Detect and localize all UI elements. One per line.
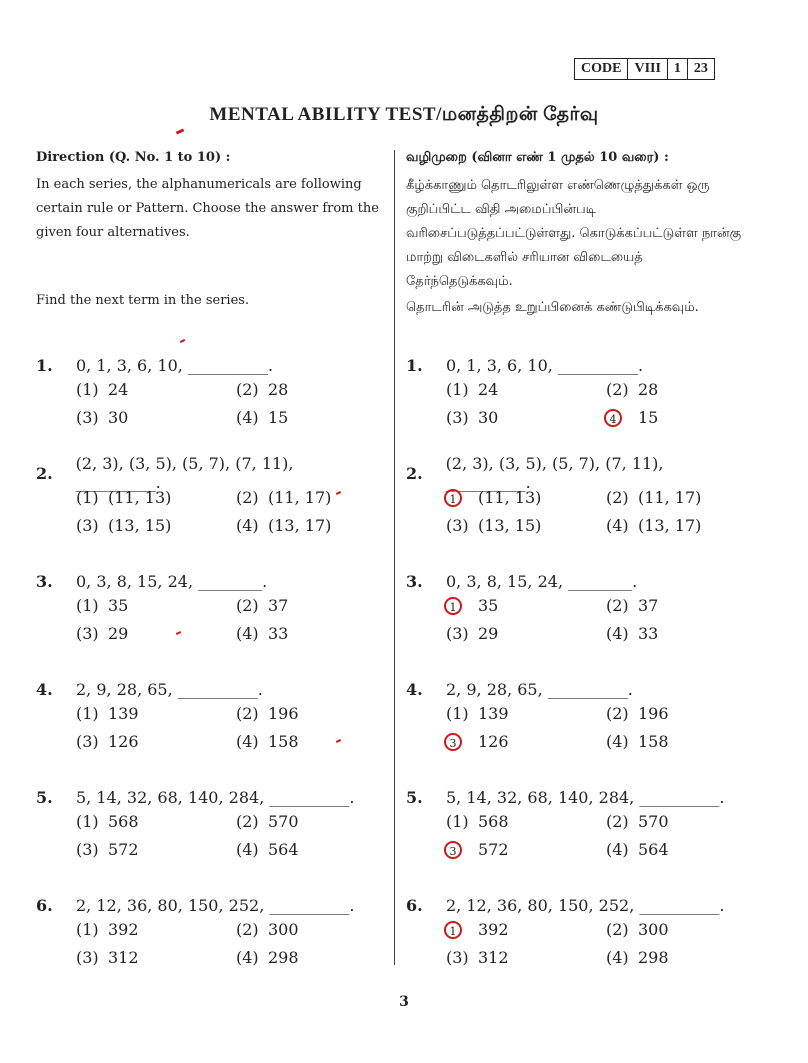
option-3[interactable] bbox=[76, 514, 236, 536]
option-value: 30 bbox=[478, 407, 499, 427]
option-number: (1) bbox=[76, 379, 99, 399]
question-number: 1. bbox=[406, 355, 423, 375]
option-number: (2) bbox=[236, 487, 259, 507]
option-value: 28 bbox=[638, 379, 659, 399]
option-number: (1) bbox=[446, 703, 469, 723]
option-number: (2) bbox=[236, 919, 259, 939]
option-number: (2) bbox=[606, 703, 629, 723]
options-grid bbox=[446, 810, 751, 860]
option-value: (13, 17) bbox=[268, 515, 332, 535]
pen-mark bbox=[180, 339, 185, 343]
option-number: (1) bbox=[76, 487, 99, 507]
options-grid bbox=[76, 918, 381, 968]
option-1[interactable] bbox=[446, 918, 606, 940]
question-text: 5, 14, 32, 68, 140, 284, __________. bbox=[76, 787, 355, 807]
options-grid bbox=[76, 702, 381, 752]
option-number: (4) bbox=[236, 515, 259, 535]
option-4[interactable] bbox=[606, 514, 766, 536]
option-3[interactable] bbox=[446, 946, 606, 968]
option-1[interactable] bbox=[446, 594, 606, 616]
question-line bbox=[406, 784, 751, 810]
option-number: (4) bbox=[606, 731, 629, 751]
find-instruction-ta: தொடரின் அடுத்த உறுப்பினைக் கண்டுபிடிக்கவும். bbox=[406, 300, 699, 315]
option-value: 139 bbox=[108, 703, 139, 723]
option-number bbox=[446, 596, 478, 615]
option-number: (2) bbox=[236, 811, 259, 831]
option-4[interactable] bbox=[236, 730, 396, 752]
question-number: 6. bbox=[36, 895, 53, 915]
answer-circle-mark: 4 bbox=[604, 409, 622, 427]
option-number: (3) bbox=[76, 731, 99, 751]
question-5-en bbox=[36, 784, 381, 860]
option-value: 28 bbox=[268, 379, 289, 399]
option-number: (3) bbox=[76, 515, 99, 535]
option-value: 312 bbox=[108, 947, 139, 967]
option-3[interactable] bbox=[76, 622, 236, 644]
question-2-ta bbox=[406, 454, 751, 536]
question-6-ta bbox=[406, 892, 751, 968]
answer-circle-mark: 3 bbox=[444, 841, 462, 859]
option-value: 572 bbox=[108, 839, 139, 859]
option-value: 35 bbox=[108, 595, 129, 615]
code-box bbox=[574, 58, 715, 80]
option-1[interactable] bbox=[76, 594, 236, 616]
option-value: 298 bbox=[268, 947, 299, 967]
options-grid bbox=[76, 378, 381, 428]
option-value: 139 bbox=[478, 703, 509, 723]
option-4[interactable] bbox=[606, 838, 766, 860]
direction-text-ta: கீழ்க்காணும் தொடரிலுள்ள எண்ணெழுத்துக்கள் ஒரு குறிப்பிட்ட விதி அமைப்பின்படி வரிசைப்படுத்தப்பட்டுள்ளது. கொடுக்கப்பட்டுள்ள நான்கு மாற்று விடைகளில் சரியான விடையைத் தேர்ந்தெடுக்கவும். bbox=[406, 178, 742, 289]
option-value: 15 bbox=[638, 407, 659, 427]
option-value: 33 bbox=[268, 623, 289, 643]
option-value: 37 bbox=[268, 595, 289, 615]
option-number: (2) bbox=[606, 487, 629, 507]
option-value: 158 bbox=[268, 731, 299, 751]
option-value: (13, 15) bbox=[108, 515, 172, 535]
question-3-en bbox=[36, 568, 381, 644]
answer-circle-mark: 1 bbox=[444, 921, 462, 939]
option-4[interactable] bbox=[606, 406, 766, 428]
option-value: 37 bbox=[638, 595, 659, 615]
option-number bbox=[446, 840, 478, 859]
options-grid bbox=[76, 594, 381, 644]
option-value: 312 bbox=[478, 947, 509, 967]
option-number: (3) bbox=[76, 947, 99, 967]
question-line bbox=[36, 352, 381, 378]
question-text: (2, 3), (3, 5), (5, 7), (7, 11), __________. bbox=[75, 454, 294, 492]
option-number: (4) bbox=[236, 839, 259, 859]
option-value: (13, 17) bbox=[638, 515, 702, 535]
option-value: 568 bbox=[478, 811, 509, 831]
option-value: 126 bbox=[108, 731, 139, 751]
option-value: 15 bbox=[268, 407, 289, 427]
question-number: 1. bbox=[36, 355, 53, 375]
option-1[interactable] bbox=[446, 486, 606, 508]
question-line bbox=[36, 454, 381, 492]
option-value: 158 bbox=[638, 731, 669, 751]
option-number bbox=[446, 920, 478, 939]
question-line bbox=[36, 892, 381, 918]
option-value: 126 bbox=[478, 731, 509, 751]
question-3-ta bbox=[406, 568, 751, 644]
option-value: 572 bbox=[478, 839, 509, 859]
question-text: 5, 14, 32, 68, 140, 284, __________. bbox=[446, 787, 725, 807]
option-number: (3) bbox=[76, 407, 99, 427]
question-number: 5. bbox=[406, 787, 423, 807]
question-4-ta bbox=[406, 676, 751, 752]
code-set: 1 bbox=[668, 59, 688, 79]
question-1-en bbox=[36, 352, 381, 428]
right-column bbox=[406, 150, 751, 320]
option-value: 570 bbox=[638, 811, 669, 831]
option-value: (13, 15) bbox=[478, 515, 542, 535]
question-line bbox=[36, 568, 381, 594]
question-line bbox=[406, 568, 751, 594]
option-3[interactable] bbox=[76, 406, 236, 428]
direction-heading-en: Direction (Q. No. 1 to 10) : bbox=[36, 150, 231, 165]
question-text: 2, 12, 36, 80, 150, 252, __________. bbox=[76, 895, 355, 915]
option-number: (2) bbox=[606, 919, 629, 939]
option-2[interactable] bbox=[606, 810, 766, 832]
code-page: 23 bbox=[693, 61, 708, 76]
option-value: 35 bbox=[478, 595, 499, 615]
option-3[interactable] bbox=[446, 514, 606, 536]
option-number: (3) bbox=[446, 407, 469, 427]
option-2[interactable] bbox=[236, 594, 396, 616]
option-2[interactable] bbox=[236, 378, 396, 400]
option-4[interactable] bbox=[236, 838, 396, 860]
question-number: 2. bbox=[36, 463, 53, 483]
option-4[interactable] bbox=[236, 622, 396, 644]
option-number: (3) bbox=[76, 623, 99, 643]
options-grid bbox=[446, 594, 751, 644]
option-1[interactable] bbox=[446, 378, 606, 400]
question-text: 2, 9, 28, 65, __________. bbox=[76, 679, 263, 699]
option-number: (3) bbox=[446, 947, 469, 967]
option-number: (2) bbox=[236, 595, 259, 615]
option-1[interactable] bbox=[76, 702, 236, 724]
option-number: (2) bbox=[606, 595, 629, 615]
option-number: (4) bbox=[236, 947, 259, 967]
option-number: (2) bbox=[606, 811, 629, 831]
option-value: 570 bbox=[268, 811, 299, 831]
question-text: 2, 9, 28, 65, __________. bbox=[446, 679, 633, 699]
option-value: 298 bbox=[638, 947, 669, 967]
question-text: 0, 1, 3, 6, 10, __________. bbox=[446, 355, 644, 375]
option-2[interactable] bbox=[236, 810, 396, 832]
direction-heading-ta: வழிமுறை (வினா எண் 1 முதல் 10 வரை) : bbox=[406, 150, 669, 165]
page-number: 3 bbox=[399, 994, 409, 1010]
options-grid bbox=[446, 702, 751, 752]
option-2[interactable] bbox=[606, 594, 766, 616]
option-4[interactable] bbox=[606, 622, 766, 644]
option-number: (1) bbox=[76, 811, 99, 831]
option-2[interactable] bbox=[606, 486, 766, 508]
option-1[interactable] bbox=[76, 918, 236, 940]
option-4[interactable] bbox=[236, 514, 396, 536]
option-value: 564 bbox=[268, 839, 299, 859]
option-number: (4) bbox=[606, 515, 629, 535]
option-3[interactable] bbox=[446, 838, 606, 860]
find-instruction-en: Find the next term in the series. bbox=[36, 293, 250, 308]
code-label: CODE bbox=[575, 59, 628, 79]
question-number: 4. bbox=[36, 679, 53, 699]
question-number: 5. bbox=[36, 787, 53, 807]
option-3[interactable] bbox=[76, 838, 236, 860]
option-value: 392 bbox=[478, 919, 509, 939]
option-value: 564 bbox=[638, 839, 669, 859]
option-3[interactable] bbox=[446, 622, 606, 644]
option-number: (2) bbox=[236, 379, 259, 399]
options-grid bbox=[76, 810, 381, 860]
option-number: (3) bbox=[76, 839, 99, 859]
option-1[interactable] bbox=[446, 810, 606, 832]
option-value: 300 bbox=[638, 919, 669, 939]
option-value: 29 bbox=[478, 623, 499, 643]
question-text: 2, 12, 36, 80, 150, 252, __________. bbox=[446, 895, 725, 915]
option-value: 24 bbox=[108, 379, 129, 399]
options-grid bbox=[446, 486, 751, 536]
option-2[interactable] bbox=[606, 702, 766, 724]
option-2[interactable] bbox=[236, 702, 396, 724]
direction-text-en: In each series, the alphanumericals are following certain rule or Pattern. Choose the answer from the given four alternatives. bbox=[36, 177, 379, 240]
question-number: 3. bbox=[406, 571, 423, 591]
option-value: (11, 17) bbox=[268, 487, 332, 507]
option-value: 24 bbox=[478, 379, 499, 399]
option-3[interactable] bbox=[446, 730, 606, 752]
question-text: 0, 1, 3, 6, 10, __________. bbox=[76, 355, 274, 375]
option-number: (4) bbox=[236, 623, 259, 643]
option-number: (2) bbox=[236, 703, 259, 723]
option-2[interactable] bbox=[236, 918, 396, 940]
option-value: 196 bbox=[638, 703, 669, 723]
page-title: MENTAL ABILITY TEST/மனத்திறன் தேர்வு bbox=[209, 104, 599, 125]
question-6-en bbox=[36, 892, 381, 968]
option-2[interactable] bbox=[606, 378, 766, 400]
question-line bbox=[406, 352, 751, 378]
option-1[interactable] bbox=[446, 702, 606, 724]
question-text: 0, 3, 8, 15, 24, ________. bbox=[76, 571, 268, 591]
option-4[interactable] bbox=[236, 406, 396, 428]
answer-circle-mark: 3 bbox=[444, 733, 462, 751]
option-number: (3) bbox=[446, 515, 469, 535]
question-number: 2. bbox=[406, 463, 423, 483]
option-value: 568 bbox=[108, 811, 139, 831]
left-column bbox=[36, 150, 381, 313]
option-number: (4) bbox=[606, 623, 629, 643]
option-4[interactable] bbox=[606, 730, 766, 752]
code-class: VIII bbox=[628, 59, 667, 79]
option-number: (4) bbox=[236, 407, 259, 427]
answer-circle-mark: 1 bbox=[444, 597, 462, 615]
option-number bbox=[446, 488, 478, 507]
option-value: (11, 13) bbox=[478, 487, 542, 507]
option-number bbox=[446, 732, 478, 751]
question-line bbox=[36, 676, 381, 702]
option-number bbox=[606, 408, 638, 427]
option-number: (2) bbox=[606, 379, 629, 399]
option-2[interactable] bbox=[606, 918, 766, 940]
option-value: 392 bbox=[108, 919, 139, 939]
option-number: (4) bbox=[606, 947, 629, 967]
option-number: (1) bbox=[76, 919, 99, 939]
option-1[interactable] bbox=[76, 378, 236, 400]
question-line bbox=[406, 892, 751, 918]
option-number: (1) bbox=[446, 811, 469, 831]
option-3[interactable] bbox=[76, 946, 236, 968]
option-number: (4) bbox=[606, 839, 629, 859]
option-4[interactable] bbox=[236, 946, 396, 968]
option-value: 300 bbox=[268, 919, 299, 939]
option-number: (3) bbox=[446, 623, 469, 643]
question-4-en bbox=[36, 676, 381, 752]
option-value: 29 bbox=[108, 623, 129, 643]
option-4[interactable] bbox=[606, 946, 766, 968]
option-number: (1) bbox=[76, 595, 99, 615]
answer-circle-mark: 1 bbox=[444, 489, 462, 507]
option-3[interactable] bbox=[446, 406, 606, 428]
option-number: (4) bbox=[236, 731, 259, 751]
question-1-ta bbox=[406, 352, 751, 428]
option-value: (11, 13) bbox=[108, 487, 172, 507]
question-line bbox=[406, 676, 751, 702]
pen-mark bbox=[176, 128, 185, 134]
question-number: 4. bbox=[406, 679, 423, 699]
option-value: 30 bbox=[108, 407, 129, 427]
question-5-ta bbox=[406, 784, 751, 860]
option-1[interactable] bbox=[76, 486, 236, 508]
question-line bbox=[36, 784, 381, 810]
options-grid bbox=[446, 378, 751, 428]
option-number: (1) bbox=[446, 379, 469, 399]
option-value: (11, 17) bbox=[638, 487, 702, 507]
question-number: 3. bbox=[36, 571, 53, 591]
option-3[interactable] bbox=[76, 730, 236, 752]
option-value: 196 bbox=[268, 703, 299, 723]
option-number: (1) bbox=[76, 703, 99, 723]
options-grid bbox=[446, 918, 751, 968]
option-1[interactable] bbox=[76, 810, 236, 832]
option-value: 33 bbox=[638, 623, 659, 643]
question-2-en bbox=[36, 454, 381, 536]
question-number: 6. bbox=[406, 895, 423, 915]
question-text: (2, 3), (3, 5), (5, 7), (7, 11), __________. bbox=[445, 454, 664, 492]
question-text: 0, 3, 8, 15, 24, ________. bbox=[446, 571, 638, 591]
question-line bbox=[406, 454, 751, 492]
option-2[interactable] bbox=[236, 486, 396, 508]
